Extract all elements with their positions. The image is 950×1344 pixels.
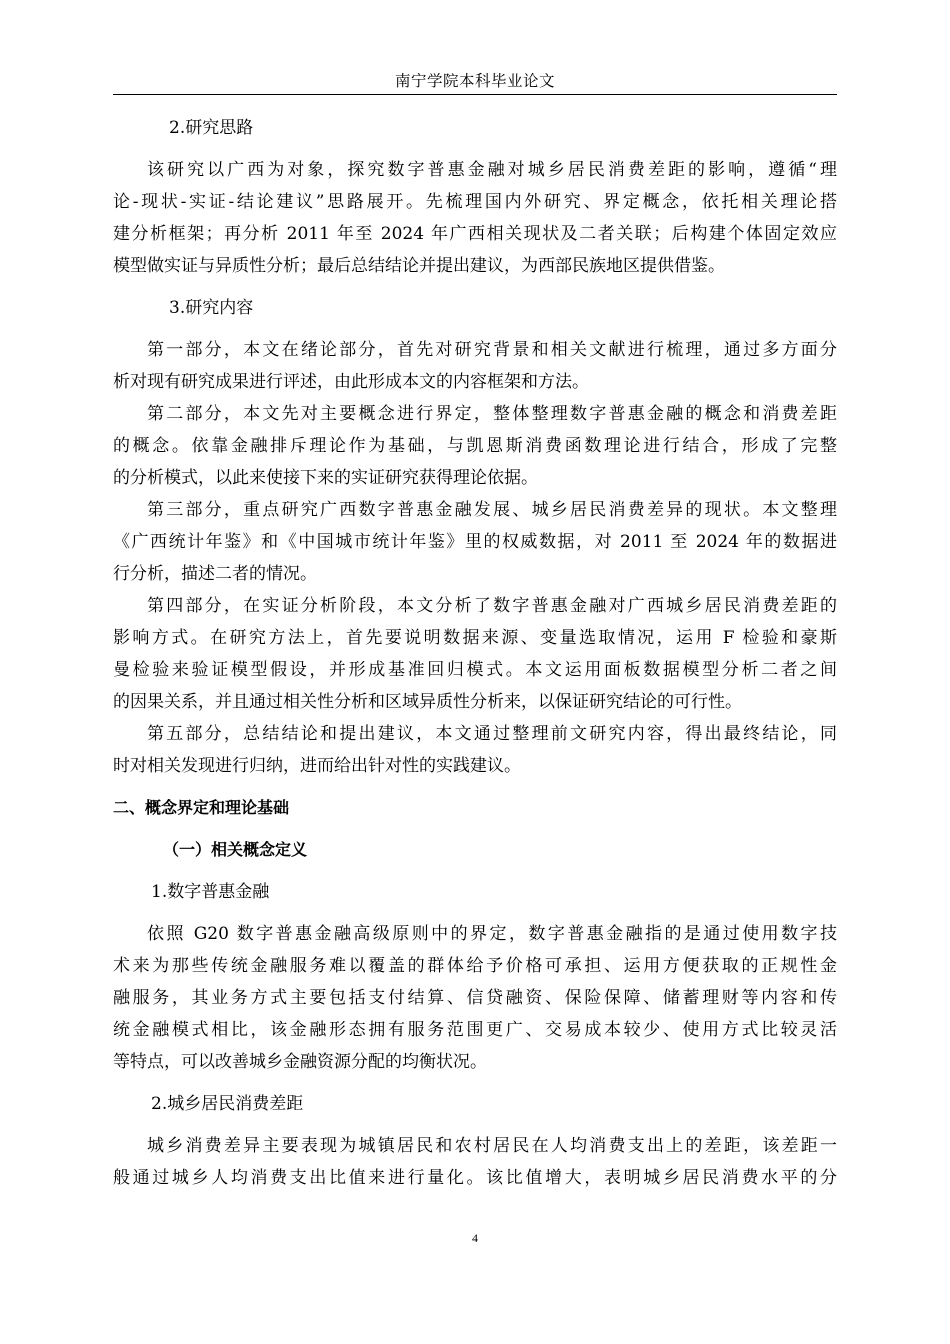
paragraph-line: 建分析框架；再分析 2011 年至 2024 年广西相关现状及二者关联；后构建个体固定效应 xyxy=(113,224,837,244)
paragraph-line: 统金融模式相比，该金融形态拥有服务范围更广、交易成本较少、使用方式比较灵活 xyxy=(113,1020,837,1040)
paragraph-line: 依照 G20 数字普惠金融高级原则中的界定，数字普惠金融指的是通过使用数字技 xyxy=(147,924,837,944)
chapter-heading-2: 二、概念界定和理论基础 xyxy=(113,798,290,817)
paragraph-line: 时对相关发现进行归纳，进而给出针对性的实践建议。 xyxy=(113,756,521,776)
subsection-heading-1: （一）相关概念定义 xyxy=(163,840,308,859)
paragraph-line: 第一部分，本文在绪论部分，首先对研究背景和相关文献进行梳理，通过多方面分 xyxy=(147,340,837,360)
paragraph-consumption-gap xyxy=(113,1130,837,1194)
section-heading-research-idea: 2.研究思路 xyxy=(169,118,254,138)
paragraph-line: 的概念。依靠金融排斥理论作为基础，与凯恩斯消费函数理论进行结合，形成了完整 xyxy=(113,436,837,456)
paragraph-digital-inclusive-finance xyxy=(113,918,837,1078)
paragraph-line: 第五部分，总结结论和提出建议，本文通过整理前文研究内容，得出最终结论，同 xyxy=(147,724,837,744)
paragraph-part4 xyxy=(113,590,837,718)
section-heading-research-content: 3.研究内容 xyxy=(169,298,254,318)
paragraph-part1 xyxy=(113,334,837,398)
paragraph-line: 曼检验来验证模型假设，并形成基准回归模式。本文运用面板数据模型分析二者之间 xyxy=(113,660,837,680)
paragraph-part3 xyxy=(113,494,837,590)
paragraph-line: 第四部分，在实证分析阶段，本文分析了数字普惠金融对广西城乡居民消费差距的 xyxy=(147,596,837,616)
paragraph-line: 该研究以广西为对象，探究数字普惠金融对城乡居民消费差距的影响，遵循“理 xyxy=(147,160,837,180)
paragraph-line: 城乡消费差异主要表现为城镇居民和农村居民在人均消费支出上的差距，该差距一 xyxy=(147,1136,837,1156)
paragraph-line: 般通过城乡人均消费支出比值来进行量化。该比值增大，表明城乡居民消费水平的分 xyxy=(113,1168,837,1188)
page-header-title: 南宁学院本科毕业论文 xyxy=(394,72,555,90)
paragraph-line: 析对现有研究成果进行评述，由此形成本文的内容框架和方法。 xyxy=(113,372,589,392)
paragraph-part2 xyxy=(113,398,837,494)
paragraph-line: 的因果关系，并且通过相关性分析和区域异质性分析来，以保证研究结论的可行性。 xyxy=(113,692,742,712)
paragraph-line: 第三部分，重点研究广西数字普惠金融发展、城乡居民消费差异的现状。本文整理 xyxy=(147,500,837,520)
paragraph-line: 融服务，其业务方式主要包括支付结算、信贷融资、保险保障、储蓄理财等内容和传 xyxy=(113,988,837,1008)
paragraph-line: 术来为那些传统金融服务难以覆盖的群体给予价格可承担、运用方便获取的正规性金 xyxy=(113,956,837,976)
item-heading-digital-inclusive-finance: 1.数字普惠金融 xyxy=(151,882,270,902)
paragraph-line: 论-现状-实证-结论建议”思路展开。先梳理国内外研究、界定概念，依托相关理论搭 xyxy=(113,192,837,212)
paragraph-line: 模型做实证与异质性分析；最后总结结论并提出建议，为西部民族地区提供借鉴。 xyxy=(113,256,725,276)
item-heading-consumption-gap: 2.城乡居民消费差距 xyxy=(151,1094,304,1114)
paragraph-line: 影响方式。在研究方法上，首先要说明数据来源、变量选取情况，运用 F 检验和豪斯 xyxy=(113,628,837,648)
paragraph-line: 等特点，可以改善城乡金融资源分配的均衡状况。 xyxy=(113,1052,487,1072)
header-rule xyxy=(113,94,837,95)
paragraph-research-idea xyxy=(113,154,837,282)
paragraph-line: 第二部分，本文先对主要概念进行界定，整体整理数字普惠金融的概念和消费差距 xyxy=(147,404,837,424)
paragraph-line: 的分析模式，以此来使接下来的实证研究获得理论依据。 xyxy=(113,468,538,488)
paragraph-part5 xyxy=(113,718,837,782)
paragraph-line: 行分析，描述二者的情况。 xyxy=(113,564,317,584)
page-number: 4 xyxy=(472,1231,478,1245)
paragraph-line: 《广西统计年鉴》和《中国城市统计年鉴》里的权威数据，对 2011 至 2024 年的数据进 xyxy=(113,532,837,552)
page-body xyxy=(113,112,837,1194)
